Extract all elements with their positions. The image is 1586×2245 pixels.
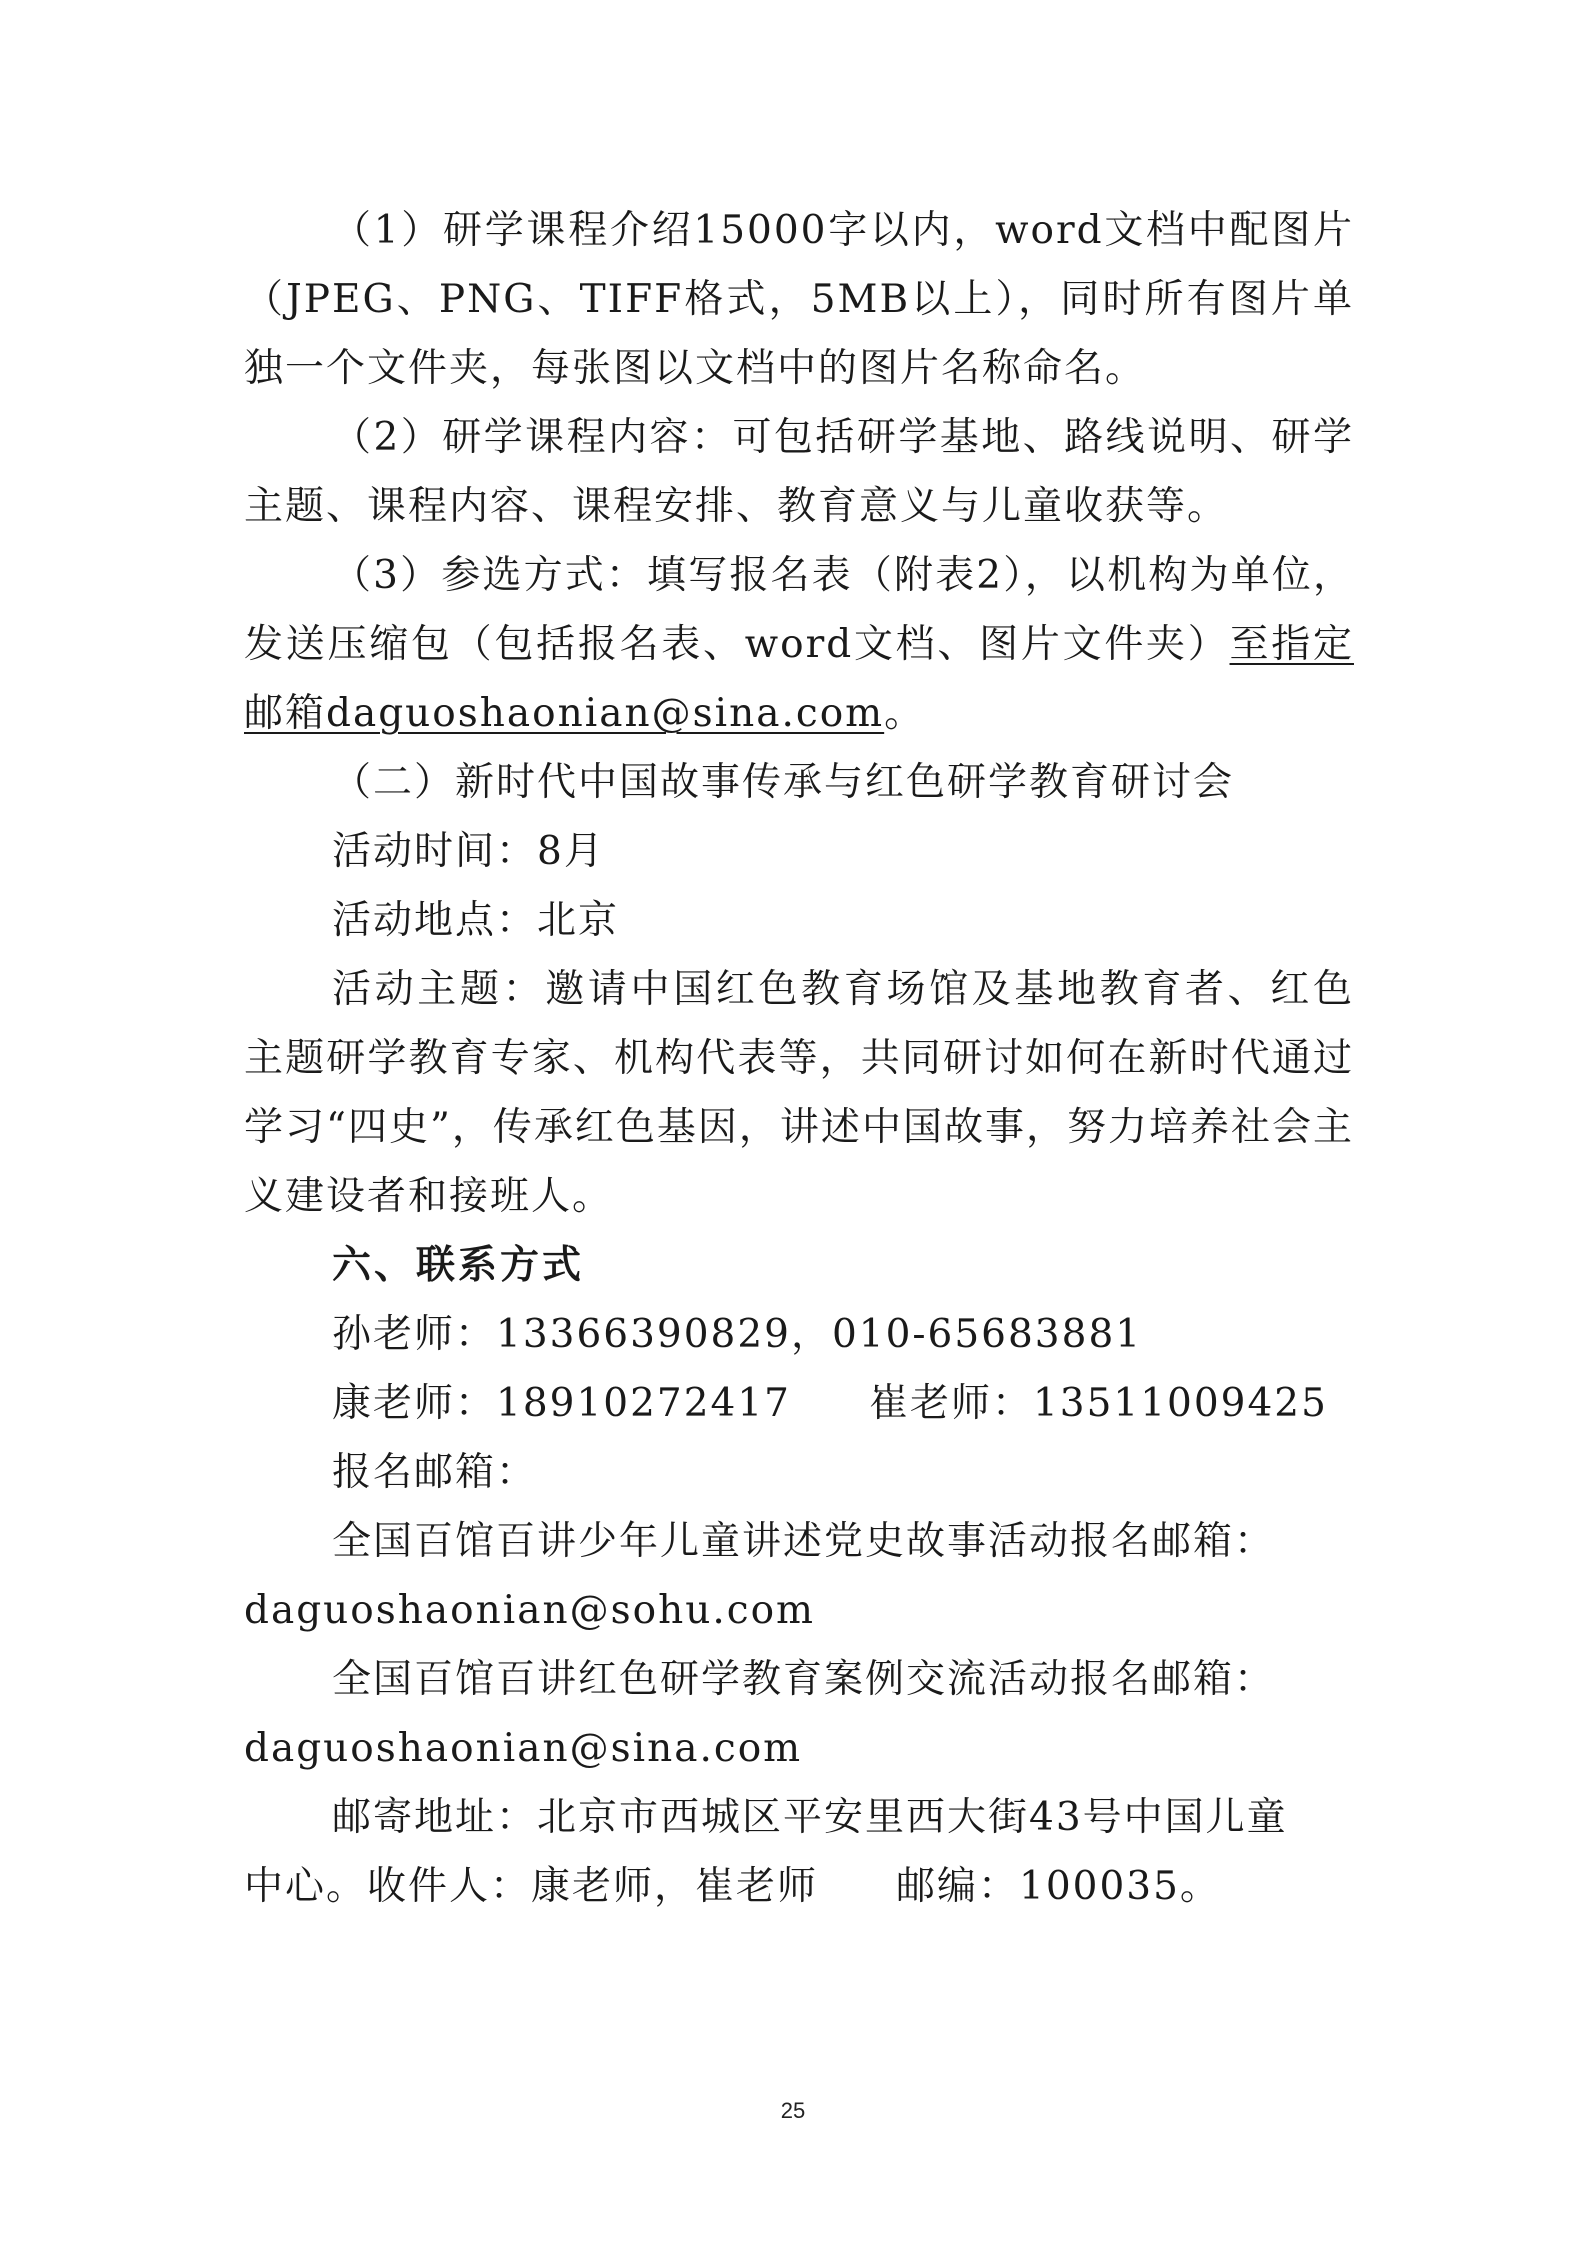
contact-sun: 孙老师：13366390829，010-65683881: [332, 1312, 1143, 1357]
contact-kang-cui: [244, 1369, 1442, 1438]
item-3-text-end: 。: [884, 691, 926, 736]
item-3-email-underlined: 至指定邮箱daguoshaonian@sina.com: [244, 622, 1354, 736]
page-number: 25: [780, 2098, 806, 2123]
item-3-text: （3）参选方式：填写报名表（附表2），以机构为单位，发送压缩包（包括报名表、word文档、图片文件夹）: [244, 553, 1354, 667]
activity-theme-paragraph: 活动主题：邀请中国红色教育场馆及基地教育者、红色主题研学教育专家、机构代表等，共同研讨如何在新时代通过学习“四史”，传承红色基因，讲述中国故事，努力培养社会主义建设者和接班人。: [244, 967, 1354, 1219]
contact-heading: 六、联系方式: [332, 1243, 585, 1288]
email-label: 报名邮箱：: [332, 1450, 538, 1495]
item-3-paragraph: [244, 541, 1354, 748]
activity-place: 活动地点：北京: [332, 898, 620, 943]
email-2-address: daguoshaonian@sina.com: [244, 1726, 803, 1771]
mailing-address-line-2: [244, 1852, 1354, 1921]
email-2-label: 全国百馆百讲红色研学教育案例交流活动报名邮箱：: [332, 1657, 1276, 1702]
mailing-address-line-1: 邮寄地址：北京市西城区平安里西大街43号中国儿童: [332, 1795, 1288, 1840]
contact-kang: 康老师：18910272417: [332, 1381, 791, 1426]
email-1-label: 全国百馆百讲少年儿童讲述党史故事活动报名邮箱：: [332, 1519, 1276, 1564]
section-2-title: （二）新时代中国故事传承与红色研学教育研讨会: [332, 760, 1235, 805]
recipient: 中心。收件人：康老师，崔老师: [244, 1864, 819, 1909]
email-1-address: daguoshaonian@sohu.com: [244, 1588, 816, 1633]
activity-time: 活动时间：8月: [332, 829, 605, 874]
postcode: 邮编：100035。: [896, 1864, 1221, 1909]
item-2-paragraph: （2）研学课程内容：可包括研学基地、路线说明、研学主题、课程内容、课程安排、教育意义与儿童收获等。: [244, 415, 1354, 529]
item-1-paragraph: （1）研学课程介绍15000字以内，word文档中配图片（JPEG、PNG、TIFF格式，5MB以上），同时所有图片单独一个文件夹，每张图以文档中的图片名称命名。: [244, 208, 1354, 391]
contact-cui: 崔老师：13511009425: [868, 1381, 1328, 1426]
